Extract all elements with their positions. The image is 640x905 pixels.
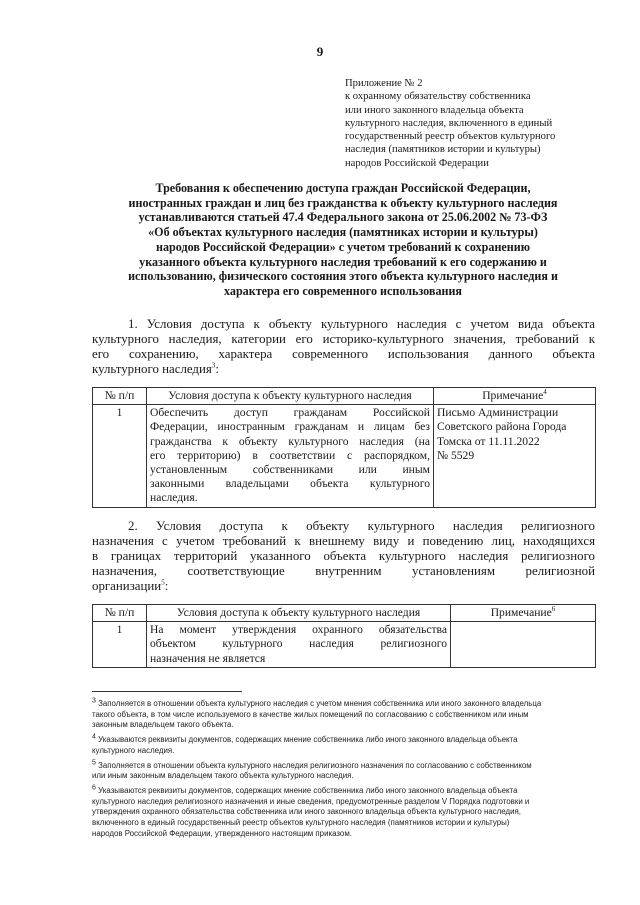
row-note <box>451 622 596 668</box>
footnote-ref[interactable]: 5 <box>161 578 165 587</box>
paragraph-line: его сохранению, характера современного использования данного объекта <box>92 346 595 361</box>
header-note: Примечание$^4$ <box>434 388 596 405</box>
row-note: Письмо Администрации Советского района Города Томска от 11.11.2022 № 5529 <box>434 405 596 507</box>
footnote-separator <box>92 691 242 692</box>
table-header-row <box>93 605 596 622</box>
section-2-paragraph <box>92 519 595 594</box>
paragraph-line: культурного наследия, категории его историко-культурного значения, требований к <box>92 331 595 346</box>
page-number: 9 <box>316 44 324 59</box>
footnote-5: $^5$ Заполняется в отношении объекта культурного наследия религиозного назначения по согласованию с собственником или иным законным владельцем такого объекта культурного наследия. <box>92 758 532 781</box>
appendix-line: культурного наследия, включенного в единый <box>345 117 553 129</box>
footnotes <box>92 699 595 843</box>
appendix-line: к охранному обязательству собственника <box>345 91 531 103</box>
paragraph-line: культурного наследия$^3$: <box>92 361 219 376</box>
paragraph-line: 1. Условия доступа к объекту культурного наследия с учетом вида объекта <box>128 317 595 331</box>
appendix-line: или иного законного владельца объекта <box>345 104 524 116</box>
heading-line: характера его современного использования <box>224 283 462 298</box>
document-heading <box>92 181 594 299</box>
appendix-line: народов Российской Федерации <box>345 157 489 169</box>
header-condition: Условия доступа к объекту культурного наследия <box>147 388 434 405</box>
row-condition: Обеспечить доступ гражданам Российской Федерации, иностранным гражданам и лицам без гражданства к объекту культурного наследия (на его территорию) в соответствии с распорядком, установленным собственниками или иным законными владельцами объекта культурного наследия. <box>147 405 434 507</box>
row-num: 1 <box>93 405 147 507</box>
heading-line: указанного объекта культурного наследия требований к его содержанию и <box>139 254 547 269</box>
paragraph-line: организации$^5$: <box>92 578 169 593</box>
header-num: № п/п <box>93 605 147 622</box>
table-header-row <box>93 388 596 405</box>
appendix-line: Приложение № 2 <box>345 78 423 89</box>
appendix-line: наследия (памятников истории и культуры) <box>345 144 541 156</box>
paragraph-line: 2. Условия доступа к объекту культурного наследия религиозного <box>128 519 595 533</box>
row-num: 1 <box>93 622 147 668</box>
religious-access-table <box>92 604 596 668</box>
heading-line: Требования к обеспечению доступа граждан Российской Федерации, <box>155 181 531 195</box>
table-row <box>93 622 596 668</box>
footnote-4: $^4$ Указываются реквизиты документов, содержащих мнение собственника либо иного законного владельца объекта культурного наследия. <box>92 733 518 755</box>
heading-line: «Об объектах культурного наследия (памятниках истории и культуры) <box>148 225 538 240</box>
paragraph-line: в границах территорий указанного объекта культурного наследия религиозного <box>92 548 595 563</box>
footnote-ref[interactable]: 6 <box>551 605 556 614</box>
header-note: Примечание$^6$ <box>451 605 596 622</box>
section-1-paragraph <box>92 317 595 377</box>
appendix-line: государственный реестр объектов культурного <box>345 131 556 143</box>
header-num: № п/п <box>93 388 147 405</box>
paragraph-line: назначения с учетом требований к внешнему виду и поведению лиц, находящихся <box>92 533 595 548</box>
paragraph-line: назначения, соответствующие внутренним установлениям религиозной <box>92 563 595 578</box>
heading-line: иностранных граждан и лиц без гражданства к объекту культурного наследия <box>128 195 558 210</box>
appendix-header <box>345 77 615 170</box>
footnote-ref[interactable]: 4 <box>543 388 547 397</box>
heading-line: народов Российской Федерации» с учетом требований к сохранению <box>156 239 530 254</box>
heading-line: устанавливаются статьей 47.4 Федерального закона от 25.06.2002 № 73-ФЗ <box>138 210 548 225</box>
footnote-6: $^6$ Указываются реквизиты документов, содержащих мнение собственника либо иного законного владельца объекта культурного наследия религиозного назначения и иные сведения, предусмотренные разделом V Порядка подготовки и утверждения охранного обязательства собственника или иного законного владельца объекта культурного наследия, включенного в единый государственный реестр объектов культурного наследия (памятников истории и культуры) народов Российской Федерации, утвержденного настоящим приказом. <box>92 784 530 838</box>
row-condition: На момент утверждения охранного обязательства объектом культурного наследия религиозного назначения не является <box>147 622 451 668</box>
heading-line: использованию, физического состояния этого объекта культурного наследия и <box>128 269 558 284</box>
footnote-ref[interactable]: 3 <box>211 361 216 370</box>
header-condition: Условия доступа к объекту культурного наследия <box>147 605 451 622</box>
table-row <box>93 405 596 507</box>
footnote-3: $^3$ Заполняется в отношении объекта культурного наследия с учетом мнения собственника или иного законного владельца такого объекта, в том числе используемого в качестве жилых помещений по согласованию с собственником или иным законным владельцем такого объекта. <box>92 697 542 730</box>
access-conditions-table <box>92 387 596 508</box>
